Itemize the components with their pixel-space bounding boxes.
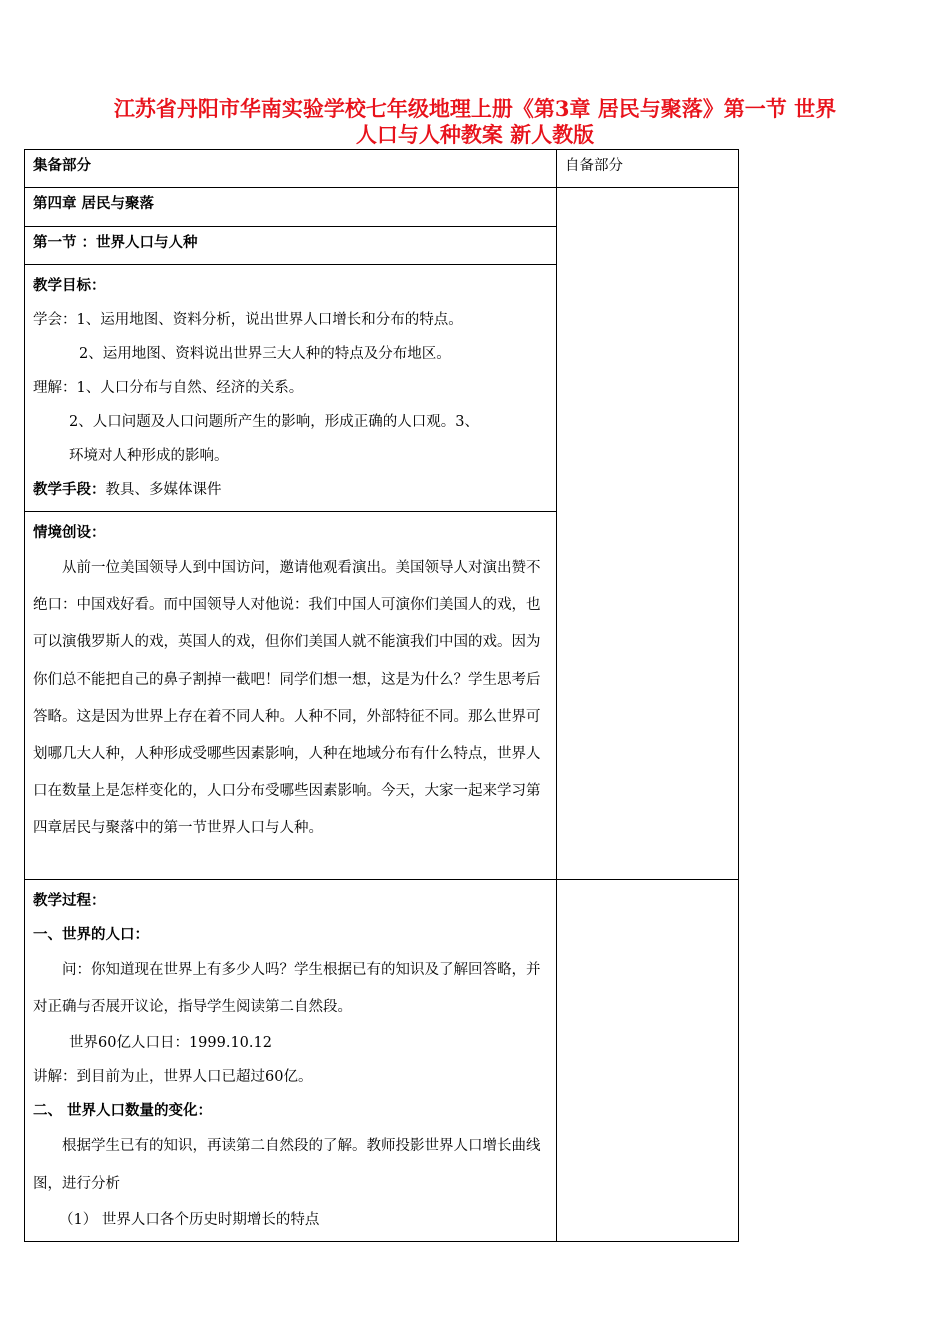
scenario-heading: 情境创设： [33,524,106,541]
process-question: 问：你知道现在世界上有多少人吗？学生根据已有的知识及了解回答略，并对正确与否展开议论，指导学生阅读第二自然段。 [33,962,541,1016]
header-collective: 集备部分 [25,150,557,188]
section-cell: 第一节 ：世界人口与人种 [25,227,557,265]
goals-line-5: 环境对人种形成的影响。 [69,448,229,464]
process-cell [25,880,557,1242]
teaching-means: 教学手段：教具、多媒体课件 [33,481,222,498]
goals-line-1: 学会：1、运用地图、资料分析，说出世界人口增长和分布的特点。 [33,312,463,328]
goals-cell [25,265,557,512]
process-explain: 讲解：到目前为止，世界人口已超过60亿。 [33,1069,313,1086]
self-notes-column-1 [557,188,739,880]
goals-line-3: 理解：1、人口分布与自然、经济的关系。 [33,380,304,396]
process-text-2: 根据学生已有的知识，再读第二自然段的了解。教师投影世界人口增长曲线图，进行分析 [33,1138,541,1192]
process-fact: 世界60亿人口日：1999.10.12 [69,1035,272,1052]
goals-line-2: 2、运用地图、资料说出世界三大人种的特点及分布地区。 [79,346,451,362]
process-subheading-1: 一、世界的人口： [33,926,149,943]
goals-line-4: 2、人口问题及人口问题所产生的影响，形成正确的人口观。3、 [69,414,479,430]
lesson-table [24,149,739,1242]
scenario-text: 从前一位美国领导人到中国访问，邀请他观看演出。美国领导人对演出赞不绝口：中国戏好看。而中国领导人对他说：我们中国人可演你们美国人的戏，也可以演俄罗斯人的戏，英国人的戏，但你们美国人就不能演我们中国的戏。因为你们总不能把自己的鼻子割掉一截吧！同学们想一想，这是为什么？学生思考后答略。这是因为世界上存在着不同人种。人种不同，外部特征不同。那么世界可划哪几大人种，人种形成受哪些因素影响，人种在地域分布有什么特点，世界人口在数量上是怎样变化的，人口分布受哪些因素影响。今天，大家一起来学习第四章居民与聚落中的第一节世界人口与人种。 [33,560,541,837]
header-self: 自备部分 [557,150,739,188]
scenario-cell [25,512,557,880]
title-line-2: 人口与人种教案 新人教版 [355,122,595,147]
process-heading: 教学过程： [33,892,106,909]
goals-heading: 教学目标： [33,277,106,294]
process-subheading-2: 二、 世界人口数量的变化： [33,1102,213,1120]
process-item-1: （1） 世界人口各个历史时期增长的特点 [59,1211,320,1228]
document-title [60,96,890,148]
chapter-cell: 第四章 居民与聚落 [25,188,557,227]
self-notes-column-2 [557,880,739,1242]
title-line-1: 江苏省丹阳市华南实验学校七年级地理上册《第3章 居民与聚落》第一节 世界 [113,96,837,121]
